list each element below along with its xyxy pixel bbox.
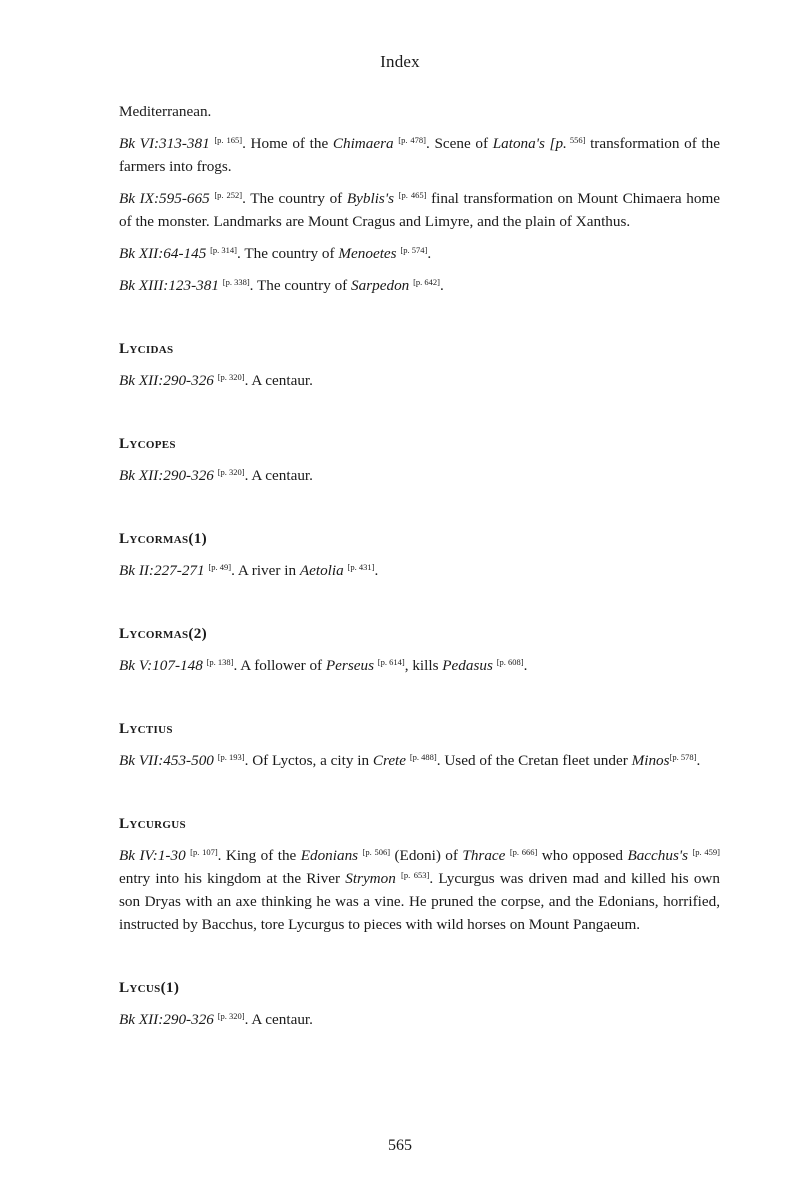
book-reference: Bk XII:290-326	[119, 1011, 214, 1028]
page-reference: [p. 488]	[409, 752, 437, 762]
entry-heading: Lycormas(2)	[119, 625, 207, 642]
book-reference: Bk VII:453-500	[119, 752, 214, 769]
page-reference: [p. 252]	[214, 190, 243, 200]
index-entry-lycidas	[119, 339, 720, 392]
book-reference: Bk IV:1-30	[119, 847, 186, 864]
index-paragraph: Bk XIII:123-381 [p. 338]. The country of Sarpedon [p. 642].	[119, 277, 444, 294]
page-reference: [p. 107]	[190, 847, 218, 857]
index-paragraph: Bk IV:1-30 [p. 107]. King of the Edonians [p. 506] (Edoni) of Thrace [p. 666] who opposed Bacchus's [p. 459] entry into his kingdom at the River Strymon [p. 653]. Lycurgus was driven mad and killed his own son Dryas with an axe thinking he was a vine. He pruned the corpse, and the Edonians, horrified, instructed by Bacchus, tore Lycurgus to pieces with wild horses on Mount Pangaeum.	[119, 847, 721, 933]
entry-heading: Lycurgus	[119, 815, 186, 832]
index-entry-lycormas-2	[119, 624, 720, 677]
index-paragraph: Bk XII:290-326 [p. 320]. A centaur.	[119, 1011, 313, 1028]
page-reference: [p. 320]	[217, 467, 245, 477]
index-paragraph: Bk VI:313-381 [p. 165]. Home of the Chimaera [p. 478]. Scene of Latona's [p. $^{556]}$ transformation of the farmers into frogs.	[119, 135, 720, 175]
page-reference: [p. 614]	[377, 657, 405, 667]
page-reference: [p. 478]	[398, 135, 427, 145]
entry-heading: Lyctius	[119, 720, 173, 737]
book-reference: Bk IX:595-665	[119, 190, 210, 207]
index-content	[119, 100, 720, 1040]
index-entry-lycus-1	[119, 978, 720, 1031]
page-reference: [p. 431]	[347, 562, 375, 572]
page-reference: [p. 165]	[214, 135, 243, 145]
page-reference: [p. 193]	[217, 752, 245, 762]
entry-heading: Lycormas(1)	[119, 530, 207, 547]
book-reference: Bk XII:290-326	[119, 467, 214, 484]
cross-reference-name: Thrace	[462, 847, 506, 864]
page-reference: [p. 666]	[509, 847, 538, 857]
cross-reference-name: Pedasus	[442, 657, 493, 674]
index-paragraph: Bk XII:290-326 [p. 320]. A centaur.	[119, 467, 313, 484]
page-reference: [p. 608]	[496, 657, 524, 667]
index-paragraph: Bk VII:453-500 [p. 193]. Of Lyctos, a city in Crete [p. 488]. Used of the Cretan fleet under Minos[p. 578].	[119, 752, 701, 769]
index-paragraph: Bk IX:595-665 [p. 252]. The country of Byblis's [p. 465] final transformation on Mount Chimaera home of the monster. Landmarks are Mount Cragus and Limyre, and the plain of Xanthus.	[119, 190, 721, 230]
cross-reference-name: Chimaera	[332, 135, 394, 152]
continued-text: Mediterranean.	[119, 103, 212, 120]
index-paragraph: Bk XII:64-145 [p. 314]. The country of Menoetes [p. 574].	[119, 245, 432, 262]
index-entry-lycopes	[119, 434, 720, 487]
cross-reference-name: Menoetes	[338, 245, 397, 262]
page-reference: [p. 578]	[669, 752, 697, 762]
index-paragraph: Bk II:227-271 [p. 49]. A river in Aetolia [p. 431].	[119, 562, 379, 579]
page-reference: [p. 506]	[362, 847, 391, 857]
page-reference-prefix: [p.	[549, 135, 567, 152]
cross-reference-name: Crete	[372, 752, 407, 769]
running-header: Index	[380, 52, 420, 71]
cross-reference-name: Latona's	[492, 135, 545, 152]
book-reference: Bk XIII:123-381	[119, 277, 219, 294]
page-reference: [p. 642]	[413, 277, 440, 287]
page-reference: [p. 338]	[222, 277, 250, 287]
page-reference: [p. 574]	[400, 245, 428, 255]
book-reference: Bk II:227-271	[119, 562, 205, 579]
index-paragraph: Bk XII:290-326 [p. 320]. A centaur.	[119, 372, 313, 389]
cross-reference-name: Strymon	[345, 870, 396, 887]
cross-reference-name: Perseus	[325, 657, 374, 674]
book-reference: Bk XII:64-145	[119, 245, 207, 262]
entry-heading: Lycopes	[119, 435, 176, 452]
index-entry-lyctius	[119, 719, 720, 772]
cross-reference-name: Byblis's	[346, 190, 394, 207]
page-reference: [p. 138]	[206, 657, 234, 667]
index-paragraph: Bk V:107-148 [p. 138]. A follower of Perseus [p. 614], kills Pedasus [p. 608].	[119, 657, 528, 674]
page-reference: 556]	[566, 135, 586, 145]
page-reference: [p. 465]	[398, 190, 427, 200]
entry-heading: Lycus(1)	[119, 979, 180, 996]
cross-reference-name: Aetolia	[299, 562, 344, 579]
page-reference: [p. 320]	[217, 1011, 245, 1021]
index-entry-lycormas-1	[119, 529, 720, 582]
cross-reference-name: Bacchus's	[627, 847, 689, 864]
page-reference: [p. 314]	[210, 245, 238, 255]
cross-reference-name: Sarpedon	[351, 277, 410, 294]
page-number: 565	[388, 1137, 412, 1154]
page-reference: [p. 320]	[217, 372, 245, 382]
cross-reference-name: Edonians	[300, 847, 359, 864]
entry-heading: Lycidas	[119, 340, 174, 357]
page-reference: [p. 459]	[692, 847, 721, 857]
book-reference: Bk V:107-148	[119, 657, 203, 674]
page-reference: [p. 653]	[401, 870, 430, 880]
page-reference: [p. 49]	[208, 562, 232, 572]
index-entry-lycurgus	[119, 814, 720, 936]
book-reference: Bk VI:313-381	[119, 135, 210, 152]
book-reference: Bk XII:290-326	[119, 372, 214, 389]
cross-reference-name: Minos	[631, 752, 670, 769]
